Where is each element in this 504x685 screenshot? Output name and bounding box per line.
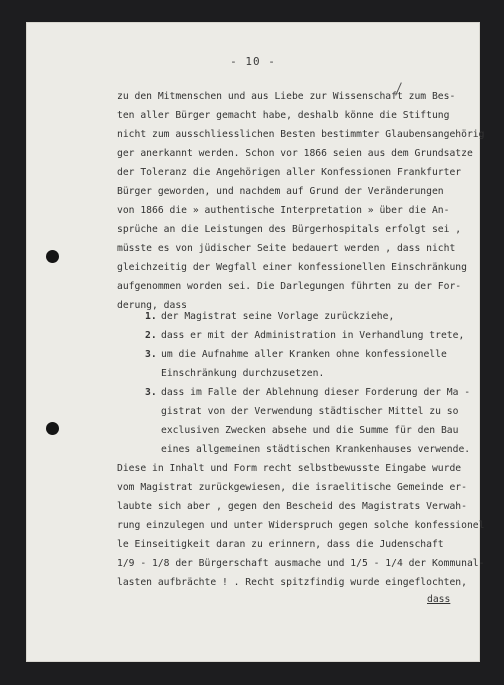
punch-hole <box>46 250 59 263</box>
list-item-line: Einschränkung durchzusetzen. <box>161 368 325 379</box>
list-item-number: 2. <box>145 330 157 341</box>
list-item-number: 3. <box>145 387 157 398</box>
body-line: müsste es von jüdischer Seite bedauert werden , dass nicht <box>117 243 456 254</box>
body-line: zu den Mitmenschen und aus Liebe zur Wissenschaft zum Bes- <box>117 91 456 102</box>
list-item-number: 1. <box>145 311 157 322</box>
page-number: - 10 - <box>230 55 276 68</box>
list-item-line: um die Aufnahme aller Kranken ohne konfessionelle <box>161 349 447 360</box>
body-line: vom Magistrat zurückgewiesen, die israelitische Gemeinde er- <box>117 482 467 493</box>
body-line: ger anerkannt werden. Schon vor 1866 seien aus dem Grundsatze <box>117 148 473 159</box>
body-line: derung, dass <box>117 300 187 311</box>
list-item-number: 3. <box>145 349 157 360</box>
body-line: ten aller Bürger gemacht habe, deshalb könne die Stiftung <box>117 110 450 121</box>
body-line: rung einzulegen und unter Widerspruch gegen solche konfessionel <box>117 520 485 531</box>
body-line: von 1866 die » authentische Interpretation » über die An- <box>117 205 450 216</box>
body-line: Bürger geworden, und nachdem auf Grund der Veränderungen <box>117 186 444 197</box>
list-item-line: dass im Falle der Ablehnung dieser Forderung der Ma - <box>161 387 471 398</box>
document-page <box>26 22 485 662</box>
list-item-line: eines allgemeinen städtischen Krankenhauses verwende. <box>161 444 471 455</box>
list-item-line: dass er mit der Administration in Verhandlung trete, <box>161 330 465 341</box>
list-item-line: exclusiven Zwecken absehe und die Summe für den Bau <box>161 425 459 436</box>
body-line: nicht zum ausschliesslichen Besten bestimmter Glaubensangehörig <box>117 129 485 140</box>
body-line: le Einseitigkeit daran zu erinnern, dass die Judenschaft <box>117 539 444 550</box>
punch-hole <box>46 422 59 435</box>
body-line: sprüche an die Leistungen des Bürgerhospitals erfolgt sei , <box>117 224 462 235</box>
body-line: 1/9 - 1/8 der Bürgerschaft ausmache und 1/5 - 1/4 der Kommunal- <box>117 558 485 569</box>
body-line: Diese in Inhalt und Form recht selbstbewusste Eingabe wurde <box>117 463 462 474</box>
body-line: aufgenommen worden sei. Die Darlegungen führten zu der For- <box>117 281 462 292</box>
body-line: gleichzeitig der Wegfall einer konfessionellen Einschränkung <box>117 262 467 273</box>
catchword: dass <box>427 594 451 605</box>
body-line: der Toleranz die Angehörigen aller Konfessionen Frankfurter <box>117 167 462 178</box>
body-line: laubte sich aber , gegen den Bescheid des Magistrats Verwah- <box>117 501 467 512</box>
body-line: lasten aufbrächte ! . Recht spitzfindig wurde eingeflochten, <box>117 577 467 588</box>
list-item-line: der Magistrat seine Vorlage zurückziehe, <box>161 311 395 322</box>
list-item-line: gistrat von der Verwendung städtischer Mittel zu so <box>161 406 459 417</box>
